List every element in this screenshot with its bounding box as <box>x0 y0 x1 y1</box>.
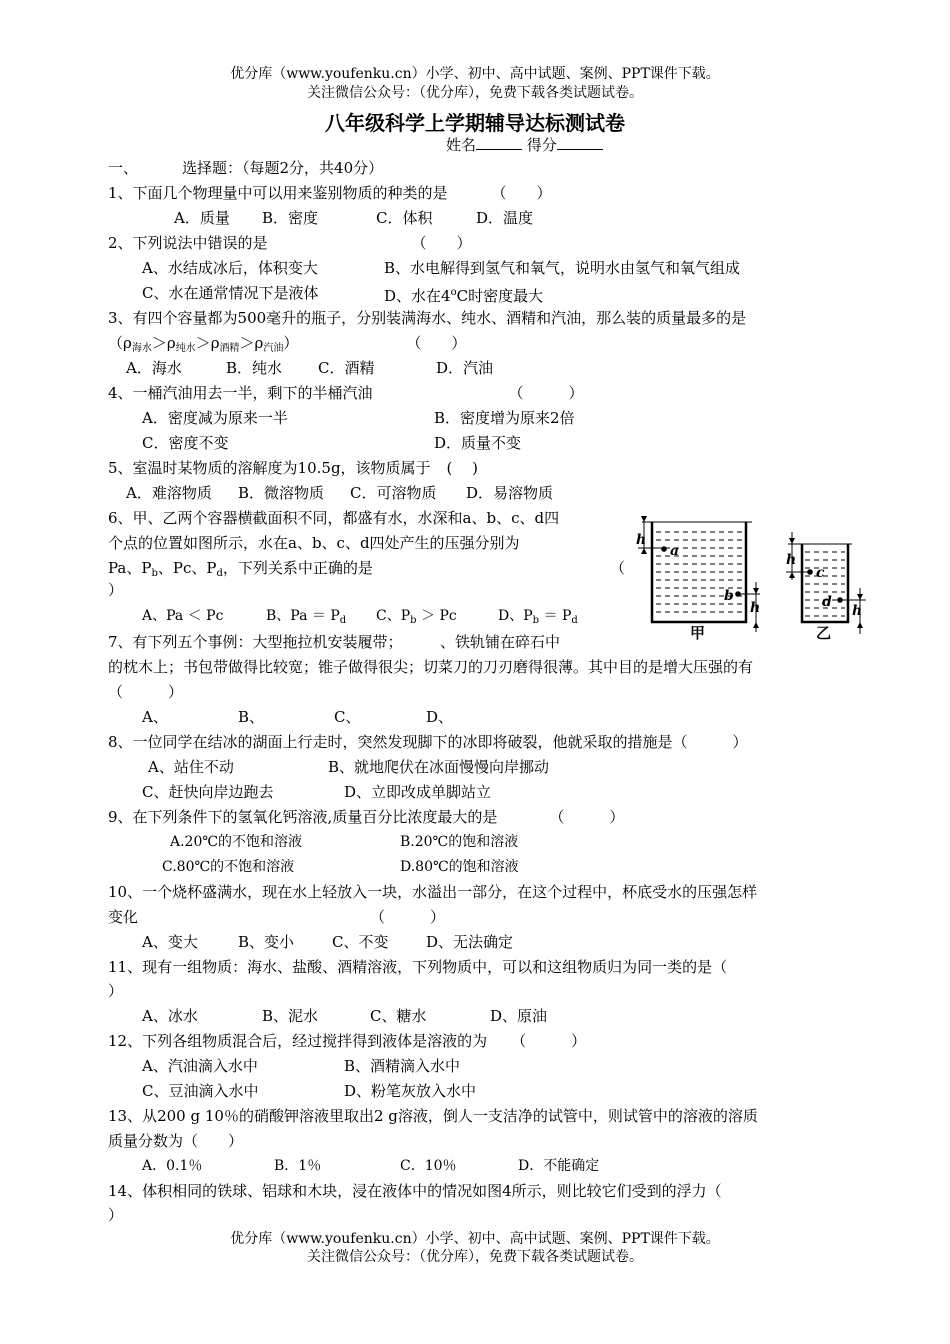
option-d: D、 <box>426 708 454 726</box>
answer-paren-open: （ <box>610 559 626 577</box>
site-header-line-1: 优分库（www.youfenku.cn）小学、初中、高中试题、案例、PPT课件下载。 <box>230 66 720 82</box>
option-c: C．10％ <box>400 1158 457 1174</box>
section-number: 一、 <box>108 159 139 177</box>
label-yi: 乙 <box>816 624 832 642</box>
question-3-density-order: $(\rho_{海水}>\rho_{纯水}>\rho_{酒精}>\rho_{汽油})$ （ ） <box>108 334 467 354</box>
option-b: B．密度增为原来2倍 <box>434 409 575 427</box>
option-b: B、变小 <box>238 933 295 951</box>
question-11-stem-line-1: 11、现有一组物质：海水、盐酸、酒精溶液，下列物质中，可以和这组物质归为同一类的是（ <box>108 958 728 976</box>
site-footer-line-2: 关注微信公众号：（优分库），免费下载各类试题试卷。 <box>307 1249 643 1265</box>
question-9-stem: 9、在下列条件下的氢氧化钙溶液,质量百分比浓度最大的是 （ ） <box>108 808 625 826</box>
question-14-stem-line-1: 14、体积相同的铁球、铝球和木块，浸在液体中的情况如图4所示，则比较它们受到的浮力（ <box>108 1182 722 1200</box>
question-1-stem: 1、下面几个物理量中可以用来鉴别物质的种类的是 （ ） <box>108 184 552 202</box>
option-c: C、不变 <box>332 933 389 951</box>
section-heading <box>108 158 383 178</box>
option-a: A．海水 <box>126 359 182 377</box>
question-6-stem-line-1: 6、甲、乙两个容器横截面积不同，都盛有水，水深和a、b、c、d四 <box>108 509 560 527</box>
option-c: C．密度不变 <box>142 434 229 452</box>
option-a: A.20℃的不饱和溶液 <box>170 834 303 850</box>
question-5-stem: 5、室温时某物质的溶解度为10.5g，该物质属于 ( ) <box>108 459 479 477</box>
option-c: C.80℃的不饱和溶液 <box>162 859 295 875</box>
site-footer-line-1: 优分库（www.youfenku.cn）小学、初中、高中试题、案例、PPT课件下载。 <box>230 1231 720 1247</box>
option-a: A、水结成冰后，体积变大 <box>142 259 318 277</box>
option-b: B、酒精滴入水中 <box>344 1057 461 1075</box>
option-a: A、变大 <box>142 933 198 951</box>
container-jia <box>636 516 760 642</box>
option-a: A、冰水 <box>142 1007 198 1025</box>
answer-paren: （ ） <box>406 334 467 352</box>
option-c: C、糖水 <box>370 1007 427 1025</box>
point-c-dot <box>807 569 813 575</box>
option-b: B、 <box>238 708 265 726</box>
answer-paren: （ ） <box>411 234 472 252</box>
question-10-stem-line-2: 变化 （ ） <box>108 908 446 926</box>
h-label: h <box>786 552 797 568</box>
option-d: D、水在4$^o$C时密度最大 <box>384 287 544 305</box>
label-jia: 甲 <box>690 624 706 642</box>
option-d: D、$P_b = P_d$ <box>498 608 578 626</box>
score-label: 得分 <box>526 136 557 154</box>
question-7-stem-line-2: 的枕木上；书包带做得比较宽；锥子做得很尖；切菜刀的刀刃磨得很薄。其中目的是增大压强的有 <box>108 658 754 676</box>
option-b: B、就地爬伏在冰面慢慢向岸挪动 <box>328 758 550 776</box>
option-c: C．体积 <box>376 209 433 227</box>
question-6-stem-line-3: Pa、$P_b$、Pc、$P_d$，下列关系中正确的是 （ <box>108 559 626 579</box>
option-d: D、无法确定 <box>426 933 514 951</box>
option-d: D．温度 <box>476 209 534 227</box>
point-a-dot <box>661 546 667 552</box>
option-c: C、水在通常情况下是液体 <box>142 284 319 302</box>
name-label: 姓名 <box>446 136 477 154</box>
option-a: A．难溶物质 <box>126 484 212 502</box>
point-c-label: c <box>816 565 825 581</box>
name-score-line <box>446 134 603 155</box>
option-c: C、$P_b > Pc$ <box>376 608 457 626</box>
option-b: B．1％ <box>274 1158 322 1174</box>
option-d: D．易溶物质 <box>466 484 554 502</box>
answer-paren: （ ） <box>370 908 446 926</box>
option-d: D、原油 <box>490 1007 548 1025</box>
site-header-line-2: 关注微信公众号：（优分库），免费下载各类试题试卷。 <box>307 85 643 101</box>
option-a: A、汽油滴入水中 <box>142 1057 258 1075</box>
score-blank <box>557 135 603 150</box>
question-13-stem-line-1: 13、从200 g 10％的硝酸钾溶液里取出2 g溶液，倒人一支洁净的试管中，则试管中的溶液的溶质 <box>108 1107 758 1125</box>
option-a: A、Pa ＜ Pc <box>142 608 224 624</box>
h-label: h <box>750 600 761 616</box>
h-label: h <box>852 603 863 619</box>
point-b-label: b <box>724 588 734 604</box>
question-2-stem: 2、下列说法中错误的是 （ ） <box>108 234 472 252</box>
option-d: D．汽油 <box>436 359 494 377</box>
option-c: C、赶快向岸边跑去 <box>142 783 274 801</box>
h-label: h <box>636 532 647 548</box>
question-8-stem: 8、一位同学在结冰的湖面上行走时，突然发现脚下的冰即将破裂，他就采取的措施是（ ） <box>108 733 748 751</box>
question-6-stem-line-2: 个点的位置如图所示，水在a、b、c、d四处产生的压强分别为 <box>108 534 520 552</box>
option-d: D、立即改成单脚站立 <box>344 783 492 801</box>
question-13-stem-line-2: 质量分数为（ ） <box>108 1132 244 1150</box>
option-b: B、水电解得到氢气和氧气，说明水由氢气和氧气组成 <box>384 259 741 277</box>
container-yi <box>786 532 866 642</box>
question-14-stem-line-2: ） <box>108 1206 124 1224</box>
question-12-stem: 12、下列各组物质混合后，经过搅拌得到液体是溶液的为 （ ） <box>108 1032 587 1050</box>
question-7-stem-line-1: 7、有下列五个事例：大型拖拉机安装履带； 、铁轨铺在碎石中 <box>108 633 561 651</box>
option-d: D.80℃的饱和溶液 <box>400 859 519 875</box>
option-b: B、泥水 <box>262 1007 319 1025</box>
question-11-stem-line-2: ） <box>108 982 124 1000</box>
option-b: B．纯水 <box>226 359 283 377</box>
option-a: A．密度减为原来一半 <box>142 409 288 427</box>
option-d: D．不能确定 <box>518 1158 600 1174</box>
question-4-stem: 4、一桶汽油用去一半，剩下的半桶汽油 （ ） <box>108 384 584 402</box>
answer-paren: ( ) <box>446 459 479 477</box>
answer-paren: （ ） <box>491 184 552 202</box>
option-d: D．质量不变 <box>434 434 522 452</box>
option-d: D、粉笔灰放入水中 <box>344 1082 477 1100</box>
option-c: C、 <box>334 708 361 726</box>
answer-paren: （ ） <box>549 808 625 826</box>
option-c: C．酒精 <box>318 359 375 377</box>
option-a: A．质量 <box>174 209 230 227</box>
point-d-label: d <box>822 594 832 610</box>
option-c: C．可溶物质 <box>350 484 437 502</box>
option-b: B．密度 <box>262 209 319 227</box>
option-a: A、站住不动 <box>148 758 234 776</box>
name-blank <box>476 135 522 150</box>
option-b: B．微溶物质 <box>238 484 325 502</box>
question-10-stem-line-1: 10、一个烧杯盛满水，现在水上轻放入一块，水溢出一部分，在这个过程中，杯底受水的压强怎样 <box>108 883 758 901</box>
option-a: A．0.1％ <box>142 1158 203 1174</box>
option-a: A、 <box>142 708 168 726</box>
question-7-paren: （ ） <box>108 683 184 701</box>
option-c: C、豆油滴入水中 <box>142 1082 259 1100</box>
question-6-paren-close: ） <box>108 581 124 599</box>
page-title: 八年级科学上学期辅导达标测试卷 <box>325 111 625 135</box>
containers-figure <box>630 514 876 642</box>
answer-paren: （ ） <box>511 1032 587 1050</box>
answer-paren: （ ） <box>508 384 584 402</box>
option-b: B.20℃的饱和溶液 <box>400 834 519 850</box>
section-text: 选择题：（每题2分，共40分） <box>182 159 384 177</box>
question-3-stem: 3、有四个容量都为500毫升的瓶子，分别装满海水、纯水、酒精和汽油，那么装的质量最多的是 <box>108 309 747 327</box>
point-a-label: a <box>670 543 680 559</box>
option-b: B、$Pa = P_d$ <box>266 608 347 626</box>
